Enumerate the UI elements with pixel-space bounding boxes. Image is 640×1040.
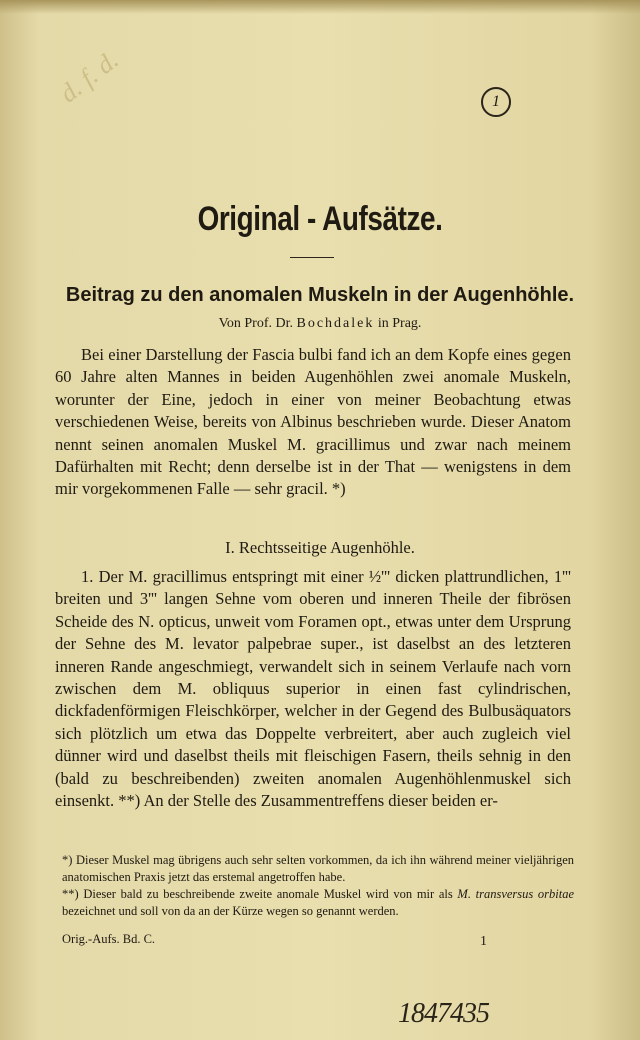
footnote-text: Dieser bald zu beschreibende zweite anomale Muskel wird von mir als xyxy=(83,887,453,901)
footer-label: Orig.-Aufs. Bd. C. xyxy=(62,932,156,946)
page-number: 1 xyxy=(480,934,487,949)
circled-number-mark: 1 xyxy=(481,87,511,117)
article-title: Beitrag zu den anomalen Muskeln in der Augenhöhle. xyxy=(65,284,575,306)
byline-prefix: Von Prof. Dr. xyxy=(218,316,293,331)
intro-paragraph: Bei einer Darstellung der Fascia bulbi fand ich an dem Kopfe eines gegen 60 Jahre alten Mannes in beiden Augenhöhlen zwei anomale Muskeln, worunter der Eine, jedoch in einer von meiner Beobachtung etwas verschiedenen Weise, bereits von Albinus beschrieben wurde. Dieser Anatom nennt seinen anomalen Muskel M. gracillimus und zwar nach meinem Dafürhalten mit Recht; denn derselbe ist in der That — wenigstens in dem mir vorgekommenen Falle — sehr gracil. *) xyxy=(55,345,571,499)
handwritten-corner-note: d. f. d. xyxy=(54,44,124,109)
footnote-2 xyxy=(62,886,574,919)
intro-text xyxy=(55,344,571,501)
section-text xyxy=(55,566,571,812)
title-divider xyxy=(290,257,334,258)
byline xyxy=(0,316,640,332)
footnote-mark: *) xyxy=(62,853,73,867)
byline-author: Bochdalek xyxy=(296,316,375,331)
byline-suffix: in Prag. xyxy=(377,316,422,331)
section-heading: I. Rechtsseitige Augenhöhle. xyxy=(225,538,415,557)
footnote-italic-term: M. transversus orbitae xyxy=(457,887,575,901)
footnote-text-end: bezeichnet und soll von da an der Kürze wegen so genannt werden. xyxy=(62,903,399,918)
page-top-edge xyxy=(0,0,640,14)
footnote-1 xyxy=(62,852,574,885)
footnote-mark: **) xyxy=(62,887,79,901)
footnote-text: Dieser Muskel mag übrigens auch sehr selten vorkommen, da ich ihn während meiner vieljährigen anatomischen Praxis jetzt das erstemal angetroffen habe. xyxy=(62,853,574,884)
handwritten-inventory-number: 1847435 xyxy=(398,998,489,1029)
page-title: Original - Aufsätze. xyxy=(197,200,443,238)
section-paragraph: 1. Der M. gracillimus entspringt mit einer ½''' dicken plattrundlichen, 1''' breiten und 3''' langen Sehne vom oberen und inneren Theile der fibrösen Scheide des N. opticus, unweit vom Foramen opt., etwas unter dem Ursprung der Sehne des M. levator palpebrae super., ist daselbst an des letzteren inneren Rande angeschmiegt, verwandelt sich in seinem Verlaufe nach vorn zwischen dem M. obliquus superior in einen fast cylindrischen, dickfadenförmigen Fleischkörper, welcher in der Gegend des Bulbusäquators sich plötzlich um etwa das Doppelte verbreitert, aber auch zugleich viel dünner wird und daselbst theils mit fleischigen Fasern, theils sehnig in den (bald zu beschreibenden) zweiten anomalen Augenhöhlenmuskel sich einsenkt. **) An der Stelle des Zusammentreffens dieser beiden er- xyxy=(55,567,571,811)
